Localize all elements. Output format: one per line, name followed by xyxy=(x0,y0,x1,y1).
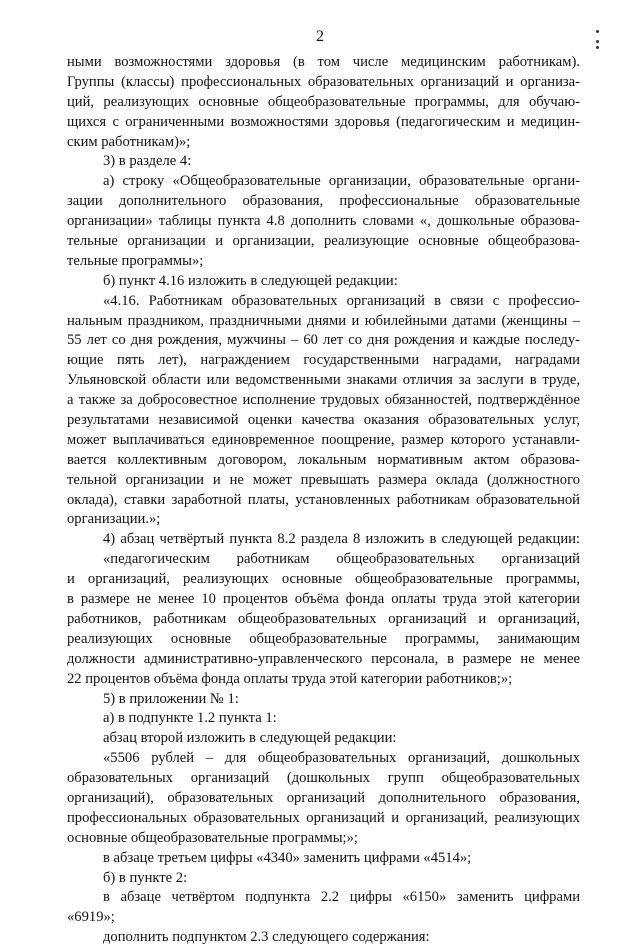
text-line: 4) абзац четвёртый пункта 8.2 раздела 8 изложить в следующей редакции: xyxy=(103,531,580,548)
text-line: «5506 рублей – для общеобразовательных организаций, дошкольных xyxy=(103,750,580,767)
text-line: ными возможностями здоровья (в том числе медицинским работникам). xyxy=(67,54,580,70)
text-line: в абзаце третьем цифры «4340» заменить цифрами «4514»; xyxy=(103,849,472,866)
text-line: образовательных организаций (дошкольных групп общеобразовательных xyxy=(67,770,580,787)
text-line: щихся с ограниченными возможностями здоровья (педагогическим и медицин- xyxy=(67,113,580,130)
text-line: реализующих основные общеобразовательные программы, занимающим xyxy=(67,630,580,647)
text-line: результатами независимой оценки качества оказания образовательных услуг, xyxy=(67,412,580,429)
text-line: основные общеобразовательные программы;»; xyxy=(67,829,358,846)
text-line: в размере не менее 10 процентов объёма фонда оплаты труда этой категории xyxy=(67,591,580,608)
text-line: работников, работникам общеобразовательных организаций и организаций, xyxy=(67,610,580,627)
text-line: Группы (классы) профессиональных образовательных организаций и организа- xyxy=(67,73,580,90)
text-line: абзац второй изложить в следующей редакции: xyxy=(103,730,397,747)
text-line: ций, реализующих основные общеобразовательные программы, для обучаю- xyxy=(67,93,580,110)
page-number: 2 xyxy=(316,28,324,45)
text-line: тельной организации и не может превышать размера оклада (должностного xyxy=(67,471,580,488)
text-line: б) пункт 4.16 изложить в следующей редакции: xyxy=(103,272,398,289)
text-line: б) в пункте 2: xyxy=(103,869,188,886)
text-line: может выплачиваться единовременное поощрение, размер которого устанавли- xyxy=(67,431,580,448)
text-line: организаций), образовательных организаций дополнительного образования, xyxy=(67,789,580,806)
text-line: Ульяновской области или ведомственными знаками отличия за заслуги в труде, xyxy=(67,372,580,389)
text-line: в абзаце четвёртом подпункта 2.2 цифры «6150» заменить цифрами xyxy=(103,889,580,906)
text-line: «педагогическим работникам общеобразовательных организаций xyxy=(103,551,580,568)
margin-mark-icon xyxy=(594,28,602,50)
text-line: 5) в приложении № 1: xyxy=(103,690,239,707)
text-line: «4.16. Работникам образовательных организаций в связи с профессио- xyxy=(103,292,580,309)
text-line: вается коллективным договором, локальным нормативным актом образова- xyxy=(67,451,580,468)
text-line: и организаций, реализующих основные общеобразовательные программы, xyxy=(67,571,580,588)
text-line: 22 процентов объёма фонда оплаты труда этой категории работников;»; xyxy=(67,670,513,687)
text-line: ющие пять лет), награждением государственными наградами, наградами xyxy=(67,352,580,369)
text-line: 55 лет со дня рождения, мужчины – 60 лет со дня рождения и каждые последу- xyxy=(67,332,580,349)
text-line: должности административно-управленческого персонала, в размере не менее xyxy=(67,650,580,667)
text-line: зации дополнительного образования, профессиональные образовательные xyxy=(67,193,580,210)
body-text xyxy=(67,53,580,948)
text-line: тельные программы»; xyxy=(67,252,204,269)
text-line: а также за добросовестное исполнение трудовых обязанностей, подтверждённое xyxy=(67,392,580,409)
text-line: профессиональных образовательных организаций и организаций, реализующих xyxy=(67,809,580,826)
text-line: организации.»; xyxy=(67,511,161,528)
text-line: а) в подпункте 1.2 пункта 1: xyxy=(103,710,277,727)
text-line: оклада), ставки заработной платы, установленных работникам образовательной xyxy=(67,491,580,508)
text-line: ским работникам)»; xyxy=(67,133,191,150)
text-line: тельные организации и организации, реализующие основные общеобразова- xyxy=(67,233,580,250)
text-line: а) строку «Общеобразовательные организации, образовательные органи- xyxy=(103,173,580,190)
text-line: «6919»; xyxy=(67,909,115,926)
text-line: дополнить подпунктом 2.3 следующего содержания: xyxy=(103,929,430,946)
text-line: нальным праздником, праздничными днями и юбилейными датами (женщины – xyxy=(67,312,580,329)
text-line: 3) в разделе 4: xyxy=(103,153,192,170)
text-line: организации» таблицы пункта 4.8 дополнить словами «, дошкольные образова- xyxy=(67,213,580,230)
